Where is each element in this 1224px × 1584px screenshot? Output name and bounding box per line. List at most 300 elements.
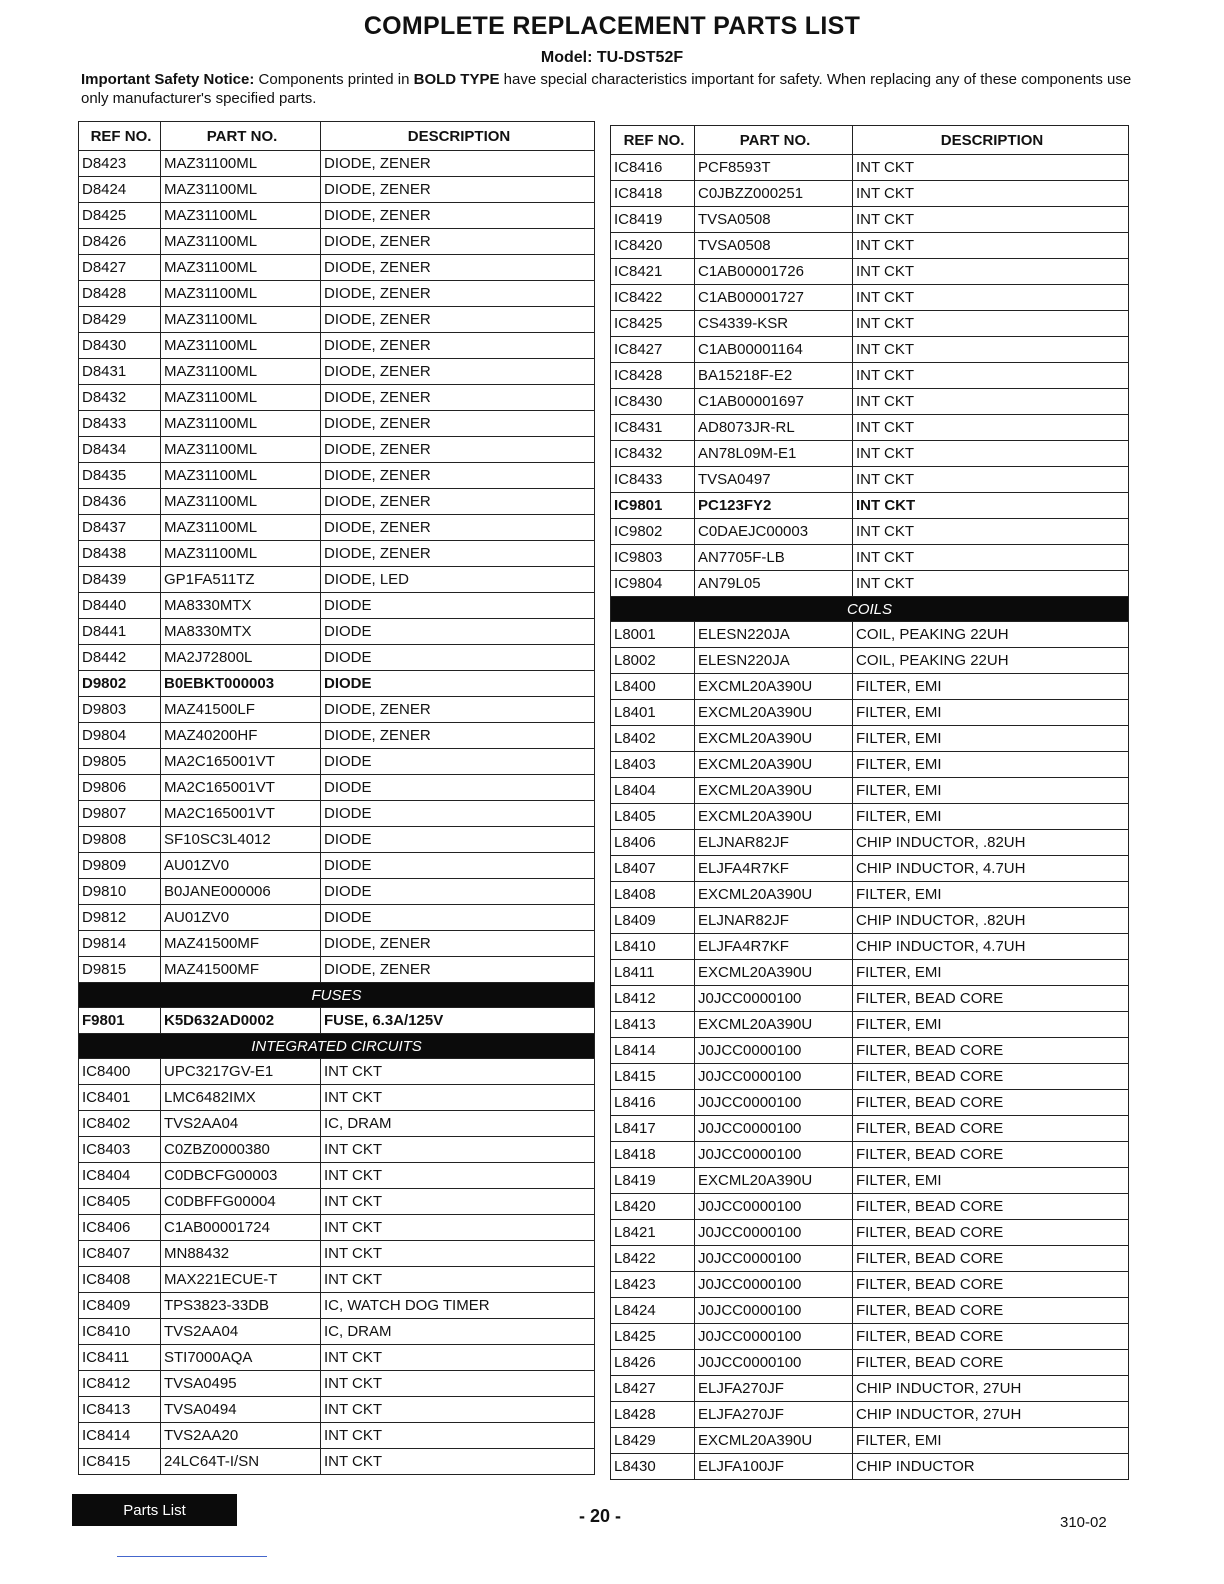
description-cell: INT CKT [853,155,1129,181]
ref-cell: IC8415 [79,1449,161,1475]
part-no-cell: EXCML20A390U [695,960,853,986]
description-cell: FILTER, BEAD CORE [853,986,1129,1012]
description-cell: CHIP INDUCTOR, 27UH [853,1376,1129,1402]
part-no-cell: J0JCC0000100 [695,1116,853,1142]
ref-cell: L8423 [611,1272,695,1298]
description-cell: FILTER, EMI [853,752,1129,778]
part-no-cell: TVSA0494 [161,1397,321,1423]
ref-cell: L8001 [611,622,695,648]
description-cell: DIODE [321,775,595,801]
part-no-cell: ELESN220JA [695,622,853,648]
table-header-row [611,126,1129,155]
table-row [611,804,1129,830]
description-cell: INT CKT [321,1163,595,1189]
description-cell: INT CKT [853,181,1129,207]
ref-cell: D9810 [79,879,161,905]
description-cell: INT CKT [321,1371,595,1397]
table-row [79,1345,595,1371]
ref-cell: D8442 [79,645,161,671]
ref-cell: L8409 [611,908,695,934]
description-cell: DIODE, ZENER [321,957,595,983]
table-row [611,1376,1129,1402]
ref-cell: L8419 [611,1168,695,1194]
ref-cell: L8406 [611,830,695,856]
table-row [611,1064,1129,1090]
description-cell: FILTER, EMI [853,778,1129,804]
part-no-cell: AN79L05 [695,571,853,597]
description-cell: IC, WATCH DOG TIMER [321,1293,595,1319]
part-no-cell: J0JCC0000100 [695,1324,853,1350]
table-row [79,177,595,203]
ref-cell: D8430 [79,333,161,359]
table-row [611,441,1129,467]
table-row [79,333,595,359]
table-row [79,1137,595,1163]
description-cell: DIODE, ZENER [321,697,595,723]
part-no-cell: MAZ41500MF [161,931,321,957]
table-row [611,882,1129,908]
description-cell: INT CKT [321,1267,595,1293]
description-cell: INT CKT [853,285,1129,311]
table-row [611,493,1129,519]
description-cell: FILTER, EMI [853,1168,1129,1194]
ref-cell: D8428 [79,281,161,307]
part-no-cell: CS4339-KSR [695,311,853,337]
description-cell: DIODE, ZENER [321,931,595,957]
ref-cell: L8426 [611,1350,695,1376]
part-no-cell: EXCML20A390U [695,674,853,700]
table-row [611,856,1129,882]
description-cell: FILTER, EMI [853,882,1129,908]
ref-cell: L8404 [611,778,695,804]
description-cell: DIODE, LED [321,567,595,593]
table-row [611,337,1129,363]
part-no-cell: BA15218F-E2 [695,363,853,389]
description-cell: DIODE, ZENER [321,307,595,333]
part-no-cell: AN78L09M-E1 [695,441,853,467]
description-cell: INT CKT [321,1137,595,1163]
table-row [79,515,595,541]
table-row [79,1371,595,1397]
table-row [611,1142,1129,1168]
part-no-cell: C1AB00001726 [695,259,853,285]
table-row [79,463,595,489]
table-row [79,619,595,645]
description-cell: FILTER, EMI [853,1428,1129,1454]
table-row [79,1085,595,1111]
ref-cell: D8425 [79,203,161,229]
table-row [79,1059,595,1085]
part-no-cell: MAZ31100ML [161,307,321,333]
description-cell: IC, DRAM [321,1111,595,1137]
ref-cell: D8423 [79,151,161,177]
table-row [611,778,1129,804]
part-no-cell: MAZ31100ML [161,203,321,229]
description-cell: INT CKT [853,441,1129,467]
description-cell: DIODE, ZENER [321,281,595,307]
ref-cell: IC8404 [79,1163,161,1189]
part-no-cell: AU01ZV0 [161,853,321,879]
table-row [611,960,1129,986]
ref-cell: D8434 [79,437,161,463]
ref-cell: IC8428 [611,363,695,389]
ref-cell: L8414 [611,1038,695,1064]
ref-cell: D8433 [79,411,161,437]
table-row [611,1220,1129,1246]
ref-cell: IC8414 [79,1423,161,1449]
part-no-cell: EXCML20A390U [695,804,853,830]
ref-cell: IC9802 [611,519,695,545]
description-cell: CHIP INDUCTOR, 4.7UH [853,856,1129,882]
description-cell: INT CKT [853,233,1129,259]
part-no-cell: TVSA0508 [695,233,853,259]
ref-cell: D8427 [79,255,161,281]
part-no-cell: B0JANE000006 [161,879,321,905]
col-ref-header: REF NO. [79,122,161,151]
col-desc-header: DESCRIPTION [321,122,595,151]
part-no-cell: EXCML20A390U [695,726,853,752]
table-row [611,726,1129,752]
description-cell: INT CKT [853,259,1129,285]
table-row [611,674,1129,700]
table-row [611,830,1129,856]
part-no-cell: TVSA0495 [161,1371,321,1397]
description-cell: FILTER, EMI [853,804,1129,830]
table-row [611,752,1129,778]
table-row [79,255,595,281]
description-cell: INT CKT [853,545,1129,571]
ref-cell: L8402 [611,726,695,752]
part-no-cell: MAZ41500MF [161,957,321,983]
part-no-cell: MA2J72800L [161,645,321,671]
ref-cell: IC8409 [79,1293,161,1319]
description-cell: INT CKT [321,1241,595,1267]
description-cell: INT CKT [853,467,1129,493]
part-no-cell: MN88432 [161,1241,321,1267]
part-no-cell: STI7000AQA [161,1345,321,1371]
part-no-cell: ELJFA270JF [695,1402,853,1428]
part-no-cell: C0DBCFG00003 [161,1163,321,1189]
ref-cell: L8418 [611,1142,695,1168]
table-row [611,1402,1129,1428]
table-row [611,1012,1129,1038]
table-row [79,1111,595,1137]
ref-cell: L8002 [611,648,695,674]
description-cell: INT CKT [853,389,1129,415]
ref-cell: D9812 [79,905,161,931]
table-row [611,363,1129,389]
section-title: COILS [611,597,1129,622]
part-no-cell: C0ZBZ0000380 [161,1137,321,1163]
part-no-cell: MAZ31100ML [161,411,321,437]
table-row [611,155,1129,181]
description-cell: FILTER, EMI [853,1012,1129,1038]
part-no-cell: MAZ31100ML [161,359,321,385]
part-no-cell: MA8330MTX [161,593,321,619]
ref-cell: IC8406 [79,1215,161,1241]
table-row [79,437,595,463]
ref-cell: L8421 [611,1220,695,1246]
table-row [79,1293,595,1319]
description-cell: FILTER, EMI [853,674,1129,700]
table-row [79,853,595,879]
part-no-cell: ELJFA4R7KF [695,856,853,882]
model-label: Model: TU-DST52F [540,49,684,66]
ref-cell: IC8402 [79,1111,161,1137]
ref-cell: D8424 [79,177,161,203]
ref-cell: IC8421 [611,259,695,285]
part-no-cell: EXCML20A390U [695,1012,853,1038]
ref-cell: L8412 [611,986,695,1012]
ref-cell: D8429 [79,307,161,333]
ref-cell: IC8427 [611,337,695,363]
ref-cell: IC8416 [611,155,695,181]
ref-cell: L8427 [611,1376,695,1402]
page-number: - 20 - [578,1506,621,1526]
ref-cell: D9807 [79,801,161,827]
ref-cell: D8440 [79,593,161,619]
table-row [79,645,595,671]
table-row [79,1397,595,1423]
safety-notice [81,70,1141,108]
ref-cell: L8420 [611,1194,695,1220]
description-cell: CHIP INDUCTOR, 4.7UH [853,934,1129,960]
table-row [611,1298,1129,1324]
section-header-row [79,1034,595,1059]
table-row [79,671,595,697]
part-no-cell: J0JCC0000100 [695,986,853,1012]
table-row [611,285,1129,311]
part-no-cell: TVS2AA20 [161,1423,321,1449]
table-row [611,622,1129,648]
description-cell: FILTER, EMI [853,700,1129,726]
ref-cell: IC8401 [79,1085,161,1111]
ref-cell: IC8410 [79,1319,161,1345]
part-no-cell: PC123FY2 [695,493,853,519]
part-no-cell: K5D632AD0002 [161,1008,321,1034]
ref-cell: D8435 [79,463,161,489]
part-no-cell: TVSA0508 [695,207,853,233]
col-ref-header: REF NO. [611,126,695,155]
description-cell: DIODE, ZENER [321,489,595,515]
part-no-cell: MAZ31100ML [161,281,321,307]
table-row [611,519,1129,545]
table-row [611,233,1129,259]
ref-cell: D9805 [79,749,161,775]
col-part-header: PART NO. [695,126,853,155]
table-row [611,1428,1129,1454]
parts-table-left [78,121,595,1475]
part-no-cell: AU01ZV0 [161,905,321,931]
description-cell: DIODE [321,749,595,775]
ref-cell: L8410 [611,934,695,960]
ref-cell: D8431 [79,359,161,385]
description-cell: INT CKT [321,1215,595,1241]
table-row [611,545,1129,571]
table-row [79,1163,595,1189]
description-cell: DIODE, ZENER [321,411,595,437]
part-no-cell: MA2C165001VT [161,775,321,801]
table-row [611,259,1129,285]
part-no-cell: J0JCC0000100 [695,1038,853,1064]
parts-table-right-body [611,155,1129,1480]
part-no-cell: MAZ41500LF [161,697,321,723]
description-cell: DIODE [321,879,595,905]
table-row [79,775,595,801]
ref-cell: IC8407 [79,1241,161,1267]
table-row [79,203,595,229]
part-no-cell: MAZ31100ML [161,437,321,463]
description-cell: CHIP INDUCTOR, .82UH [853,908,1129,934]
description-cell: INT CKT [853,311,1129,337]
ref-cell: IC8419 [611,207,695,233]
table-row [79,1449,595,1475]
description-cell: DIODE, ZENER [321,255,595,281]
ref-cell: IC8408 [79,1267,161,1293]
description-cell: DIODE [321,827,595,853]
description-cell: FUSE, 6.3A/125V [321,1008,595,1034]
ref-cell: D8432 [79,385,161,411]
table-row [79,957,595,983]
ref-cell: IC8425 [611,311,695,337]
ref-cell: IC8413 [79,1397,161,1423]
ref-cell: L8415 [611,1064,695,1090]
description-cell: DIODE, ZENER [321,515,595,541]
part-no-cell: EXCML20A390U [695,1428,853,1454]
description-cell: DIODE, ZENER [321,203,595,229]
section-title: INTEGRATED CIRCUITS [79,1034,595,1059]
part-no-cell: J0JCC0000100 [695,1194,853,1220]
part-no-cell: MAZ31100ML [161,255,321,281]
description-cell: INT CKT [321,1059,595,1085]
description-cell: DIODE [321,671,595,697]
part-no-cell: J0JCC0000100 [695,1220,853,1246]
table-row [611,986,1129,1012]
table-row [79,1008,595,1034]
table-row [79,827,595,853]
description-cell: FILTER, BEAD CORE [853,1298,1129,1324]
description-cell: FILTER, BEAD CORE [853,1194,1129,1220]
part-no-cell: ELJFA100JF [695,1454,853,1480]
part-no-cell: 24LC64T-I/SN [161,1449,321,1475]
ref-cell: L8407 [611,856,695,882]
part-no-cell: TVS2AA04 [161,1319,321,1345]
description-cell: FILTER, BEAD CORE [853,1272,1129,1298]
ref-cell: L8401 [611,700,695,726]
part-no-cell: C0DAEJC00003 [695,519,853,545]
ref-cell: L8400 [611,674,695,700]
col-desc-header: DESCRIPTION [853,126,1129,155]
part-no-cell: J0JCC0000100 [695,1142,853,1168]
part-no-cell: GP1FA511TZ [161,567,321,593]
description-cell: INT CKT [321,1449,595,1475]
ref-cell: IC8420 [611,233,695,259]
description-cell: FILTER, BEAD CORE [853,1038,1129,1064]
description-cell: DIODE, ZENER [321,385,595,411]
part-no-cell: PCF8593T [695,155,853,181]
description-cell: INT CKT [321,1423,595,1449]
description-cell: DIODE, ZENER [321,463,595,489]
description-cell: DIODE, ZENER [321,541,595,567]
part-no-cell: C1AB00001697 [695,389,853,415]
table-row [611,700,1129,726]
part-no-cell: MAZ31100ML [161,333,321,359]
description-cell: INT CKT [321,1345,595,1371]
part-no-cell: J0JCC0000100 [695,1246,853,1272]
ref-cell: IC9803 [611,545,695,571]
ref-cell: IC8412 [79,1371,161,1397]
table-row [611,571,1129,597]
ref-cell: L8413 [611,1012,695,1038]
description-cell: CHIP INDUCTOR, .82UH [853,830,1129,856]
description-cell: DIODE, ZENER [321,177,595,203]
part-no-cell: AD8073JR-RL [695,415,853,441]
part-no-cell: EXCML20A390U [695,1168,853,1194]
ref-cell: D9808 [79,827,161,853]
section-tab: Parts List [72,1494,237,1526]
table-row [79,1215,595,1241]
description-cell: COIL, PEAKING 22UH [853,648,1129,674]
table-row [79,567,595,593]
description-cell: FILTER, BEAD CORE [853,1142,1129,1168]
part-no-cell: J0JCC0000100 [695,1064,853,1090]
table-row [611,1324,1129,1350]
part-no-cell: TVSA0497 [695,467,853,493]
section-header-row [79,983,595,1008]
description-cell: FILTER, BEAD CORE [853,1350,1129,1376]
table-row [611,1038,1129,1064]
description-cell: FILTER, EMI [853,960,1129,986]
description-cell: DIODE [321,905,595,931]
ref-cell: IC8400 [79,1059,161,1085]
table-row [79,905,595,931]
description-cell: FILTER, BEAD CORE [853,1116,1129,1142]
table-row [611,1090,1129,1116]
table-row [611,648,1129,674]
table-row [79,1319,595,1345]
ref-cell: D9806 [79,775,161,801]
ref-cell: D9803 [79,697,161,723]
part-no-cell: MA2C165001VT [161,749,321,775]
ref-cell: D8426 [79,229,161,255]
description-cell: INT CKT [321,1085,595,1111]
description-cell: DIODE, ZENER [321,229,595,255]
part-no-cell: TVS2AA04 [161,1111,321,1137]
ref-cell: D9814 [79,931,161,957]
table-row [79,307,595,333]
table-row [79,541,595,567]
part-no-cell: C1AB00001724 [161,1215,321,1241]
description-cell: INT CKT [853,207,1129,233]
table-row [79,1189,595,1215]
ref-cell: L8429 [611,1428,695,1454]
description-cell: DIODE, ZENER [321,151,595,177]
description-cell: CHIP INDUCTOR, 27UH [853,1402,1129,1428]
part-no-cell: J0JCC0000100 [695,1090,853,1116]
part-no-cell: TPS3823-33DB [161,1293,321,1319]
description-cell: CHIP INDUCTOR [853,1454,1129,1480]
part-no-cell: EXCML20A390U [695,882,853,908]
table-row [79,1267,595,1293]
ref-cell: D8438 [79,541,161,567]
table-row [79,229,595,255]
description-cell: INT CKT [853,337,1129,363]
ref-cell: L8422 [611,1246,695,1272]
table-row [611,1246,1129,1272]
ref-cell: D8436 [79,489,161,515]
table-row [611,1194,1129,1220]
parts-table-right [610,125,1129,1480]
